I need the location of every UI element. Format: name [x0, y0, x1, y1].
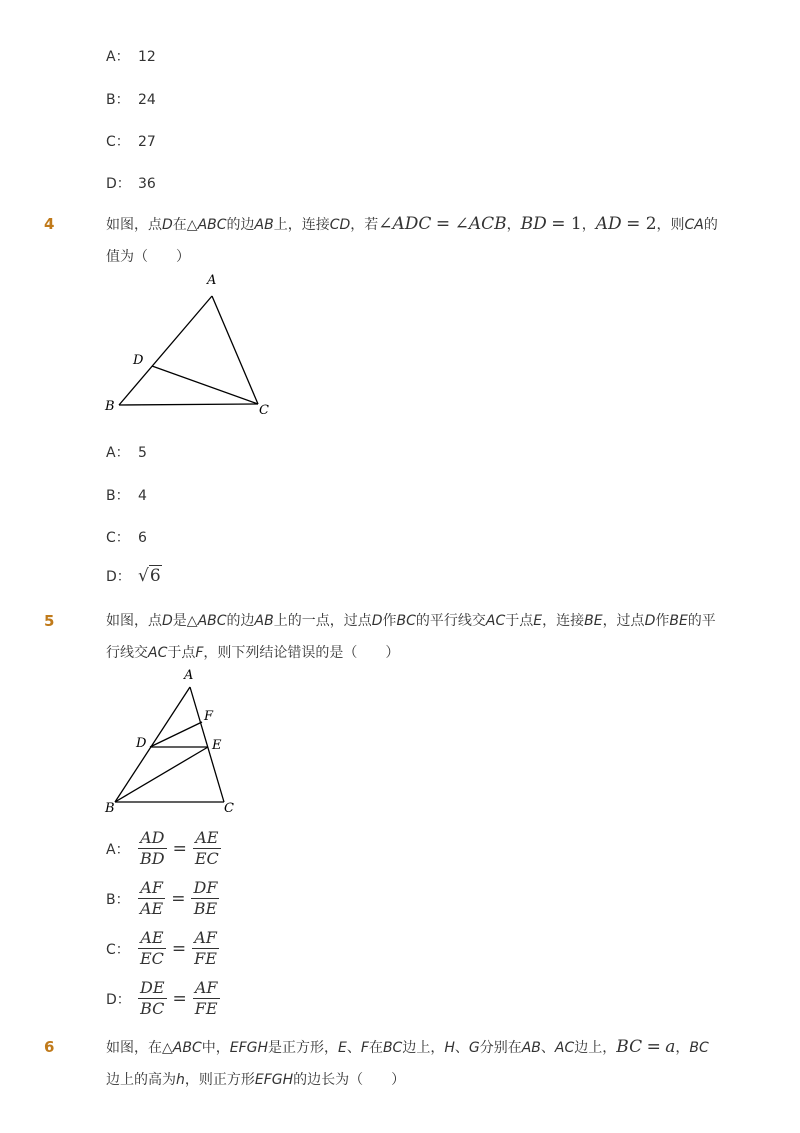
fraction: $\frac{AF}{FE}$ [194, 978, 218, 1018]
q5-label-e: E [212, 738, 222, 753]
q5-triangle-figure [100, 665, 250, 820]
q4-number: 4 [44, 215, 55, 233]
fraction: $\frac{AF}{AE}$ [140, 878, 164, 918]
fraction: $\frac{AE}{EC}$ [194, 828, 219, 868]
q5-option-d[interactable]: D： $\frac{DE}{BC}$ = $\frac{AF}{FE}$ [106, 978, 218, 1018]
q4-side-ab [119, 296, 212, 405]
q5-side-ab [115, 687, 190, 802]
fraction: $\frac{AE}{EC}$ [140, 928, 164, 968]
q5-segment-be [115, 747, 208, 802]
q5-option-b[interactable]: B： $\frac{AF}{AE}$ = $\frac{DF}{BE}$ [106, 878, 218, 918]
q5-number: 5 [44, 612, 55, 630]
q4-label-d: D [133, 353, 144, 368]
q4-option-b[interactable]: B： 4 [106, 488, 147, 504]
fraction: $\frac{AF}{FE}$ [194, 928, 217, 968]
q5-segment-df [150, 722, 202, 747]
q4-side-ac [212, 296, 258, 404]
q4-label-c: C [259, 403, 269, 418]
q4-label-b: B [105, 399, 115, 414]
q5-label-b: B [105, 801, 115, 816]
q5-label-f: F [204, 709, 214, 724]
q4-segment-dc [152, 366, 258, 404]
q5-text: 如图，点D是△ABC的边AB上的一点，过点D作BC的平行线交AC于点E，连接BE，过点D作BE的平行线交AC于点F，则下列结论错误的是（ ） [106, 613, 716, 661]
fraction: $\frac{DF}{BE}$ [193, 878, 218, 918]
fraction: $\frac{AD}{BD}$ [140, 828, 165, 868]
q5-label-a: A [184, 668, 194, 683]
q3-option-a[interactable]: A： 12 [106, 49, 156, 65]
q4-option-a[interactable]: A： 5 [106, 445, 147, 461]
q3-option-b[interactable]: B： 24 [106, 92, 156, 108]
q5-label-c: C [224, 801, 234, 816]
q4-side-bc [119, 404, 258, 405]
q5-option-c[interactable]: C： $\frac{AE}{EC}$ = $\frac{AF}{FE}$ [106, 928, 217, 968]
fraction: $\frac{DE}{BC}$ [140, 978, 165, 1018]
q4-option-c[interactable]: C： 6 [106, 530, 147, 546]
q4-triangle-figure [100, 268, 280, 428]
q6-number: 6 [44, 1038, 55, 1056]
sqrt-expression: √6 [138, 566, 161, 586]
q4-option-d[interactable]: D： √6 [106, 566, 161, 586]
q3-option-c[interactable]: C： 27 [106, 134, 156, 150]
q4-text: 如图，点D在△ABC的边AB上，连接CD，若∠ADC = ∠ACB，BD = 1，AD = 2，则CA的值为（ ） [106, 214, 718, 265]
q5-option-a[interactable]: A： $\frac{AD}{BD}$ = $\frac{AE}{EC}$ [106, 828, 219, 868]
q4-label-a: A [207, 273, 217, 288]
q6-text: 如图，在△ABC中，EFGH是正方形，E、F在BC边上，H、G分别在AB、AC边上，BC = a，BC边上的高为h，则正方形EFGH的边长为（ ） [106, 1037, 709, 1088]
q3-option-d[interactable]: D： 36 [106, 176, 156, 192]
q5-label-d: D [136, 736, 147, 751]
